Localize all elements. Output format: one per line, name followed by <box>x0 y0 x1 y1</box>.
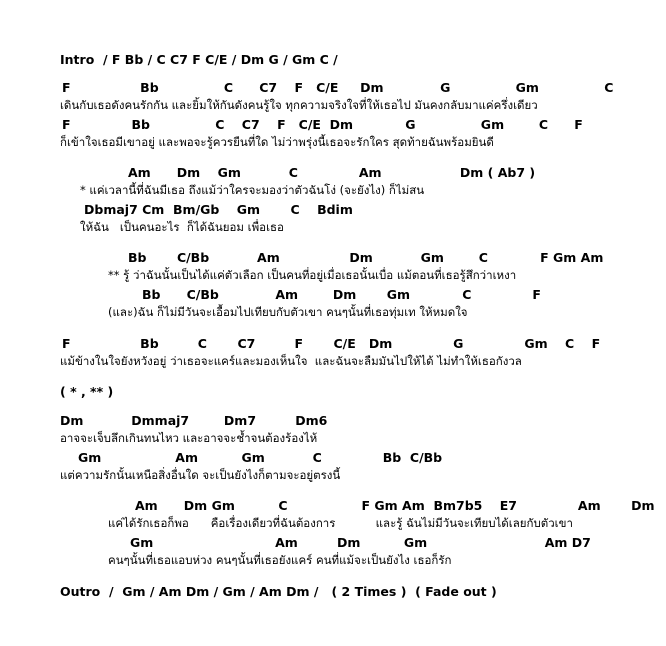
verse1-lyrics-1: เดินกับเธอดังคนรักกัน และยิ้มให้กันดังคนรู้ใจ ทุกความจริงใจที่ให้เธอไป มันคงกลับมาแค่ครึ่งเดียว <box>60 98 538 112</box>
outro-line: Outro / Gm / Am Dm / Gm / Am Dm / ( 2 Times ) ( Fade out ) <box>60 584 497 599</box>
verse2-lyrics-1: แม้ข้างในใจยังหวังอยู่ ว่าเธอจะแคร์และมองเห็นใจ และฉันจะลืมมันไปให้ได้ ไม่ทำให้เธอกังวล <box>60 354 522 368</box>
repeat-marker: ( * , ** ) <box>60 384 114 399</box>
hook2-chords-2: Gm Am Dm Gm Am D7 <box>130 535 591 550</box>
hook2-lyrics-1: แค่ได้รักเธอก็พอ คือเรื่องเดียวที่ฉันต้องการ และรู้ ฉันไม่มีวันจะเทียบได้เลยกับตัวเขา <box>108 516 573 530</box>
hook2-chords-1: Am Dm Gm C F Gm Am Bm7b5 E7 Am Dm <box>135 498 655 513</box>
bridge-lyrics-1: อาจจะเจ็บลึกเกินทนไหว และอาจจะช้ำจนต้องร้องไห้ <box>60 431 318 445</box>
bridge-chords-2: Gm Am Gm C Bb C/Bb <box>78 450 443 465</box>
verse1-chords-2: F Bb C C7 F C/E Dm G Gm C F <box>62 117 583 132</box>
verse2-chords-1: F Bb C C7 F C/E Dm G Gm C F <box>62 336 601 351</box>
hook1-chords-2: Bb C/Bb Am Dm Gm C F <box>142 287 541 302</box>
prechorus-lyrics-1: * แค่เวลานี้ที่ฉันมีเธอ ถึงแม้ว่าใครจะมองว่าตัวฉันโง่ (จะยังไง) ก็ไม่สน <box>80 183 425 197</box>
bridge-lyrics-2: แต่ความรักนั้นเหนือสิ่งอื่นใด จะเป็นยังไงก็ตามจะอยู่ตรงนี้ <box>60 468 341 482</box>
prechorus-chords-1: Am Dm Gm C Am Dm ( Ab7 ) <box>128 165 536 180</box>
verse1-chords-1: F Bb C C7 F C/E Dm G Gm C <box>62 80 614 95</box>
prechorus-chords-2: Dbmaj7 Cm Bm/Gb Gm C Bdim <box>84 202 353 217</box>
hook1-chords-1: Bb C/Bb Am Dm Gm C F Gm Am <box>128 250 604 265</box>
hook1-lyrics-1: ** รู้ ว่าฉันนั้นเป็นได้แค่ตัวเลือก เป็นคนที่อยู่เมื่อเธอนั้นเบื่อ แม้ตอนที่เธอรู้สึกว่าเหงา <box>108 268 517 282</box>
hook2-lyrics-2: คนๆนั้นที่เธอแอบห่วง คนๆนั้นที่เธอยังแคร์ คนที่แม้จะเป็นยังไง เธอก็รัก <box>108 553 452 567</box>
verse1-lyrics-2: ก็เข้าใจเธอมีเขาอยู่ และพอจะรู้ควรยืนที่ใด ไม่ว่าพรุ่งนี้เธอจะรักใคร สุดท้ายฉันพร้อมยินดี <box>60 135 494 149</box>
bridge-chords-1: Dm Dmmaj7 Dm7 Dm6 <box>60 413 328 428</box>
intro-line: Intro / F Bb / C C7 F C/E / Dm G / Gm C / <box>60 52 338 67</box>
prechorus-lyrics-2: ให้ฉัน เป็นคนอะไร ก็ได้ฉันยอม เพื่อเธอ <box>80 220 284 234</box>
hook1-lyrics-2: (และ)ฉัน ก็ไม่มีวันจะเอื้อมไปเทียบกับตัวเขา คนๆนั้นที่เธอทุ่มเท ให้หมดใจ <box>108 305 468 319</box>
